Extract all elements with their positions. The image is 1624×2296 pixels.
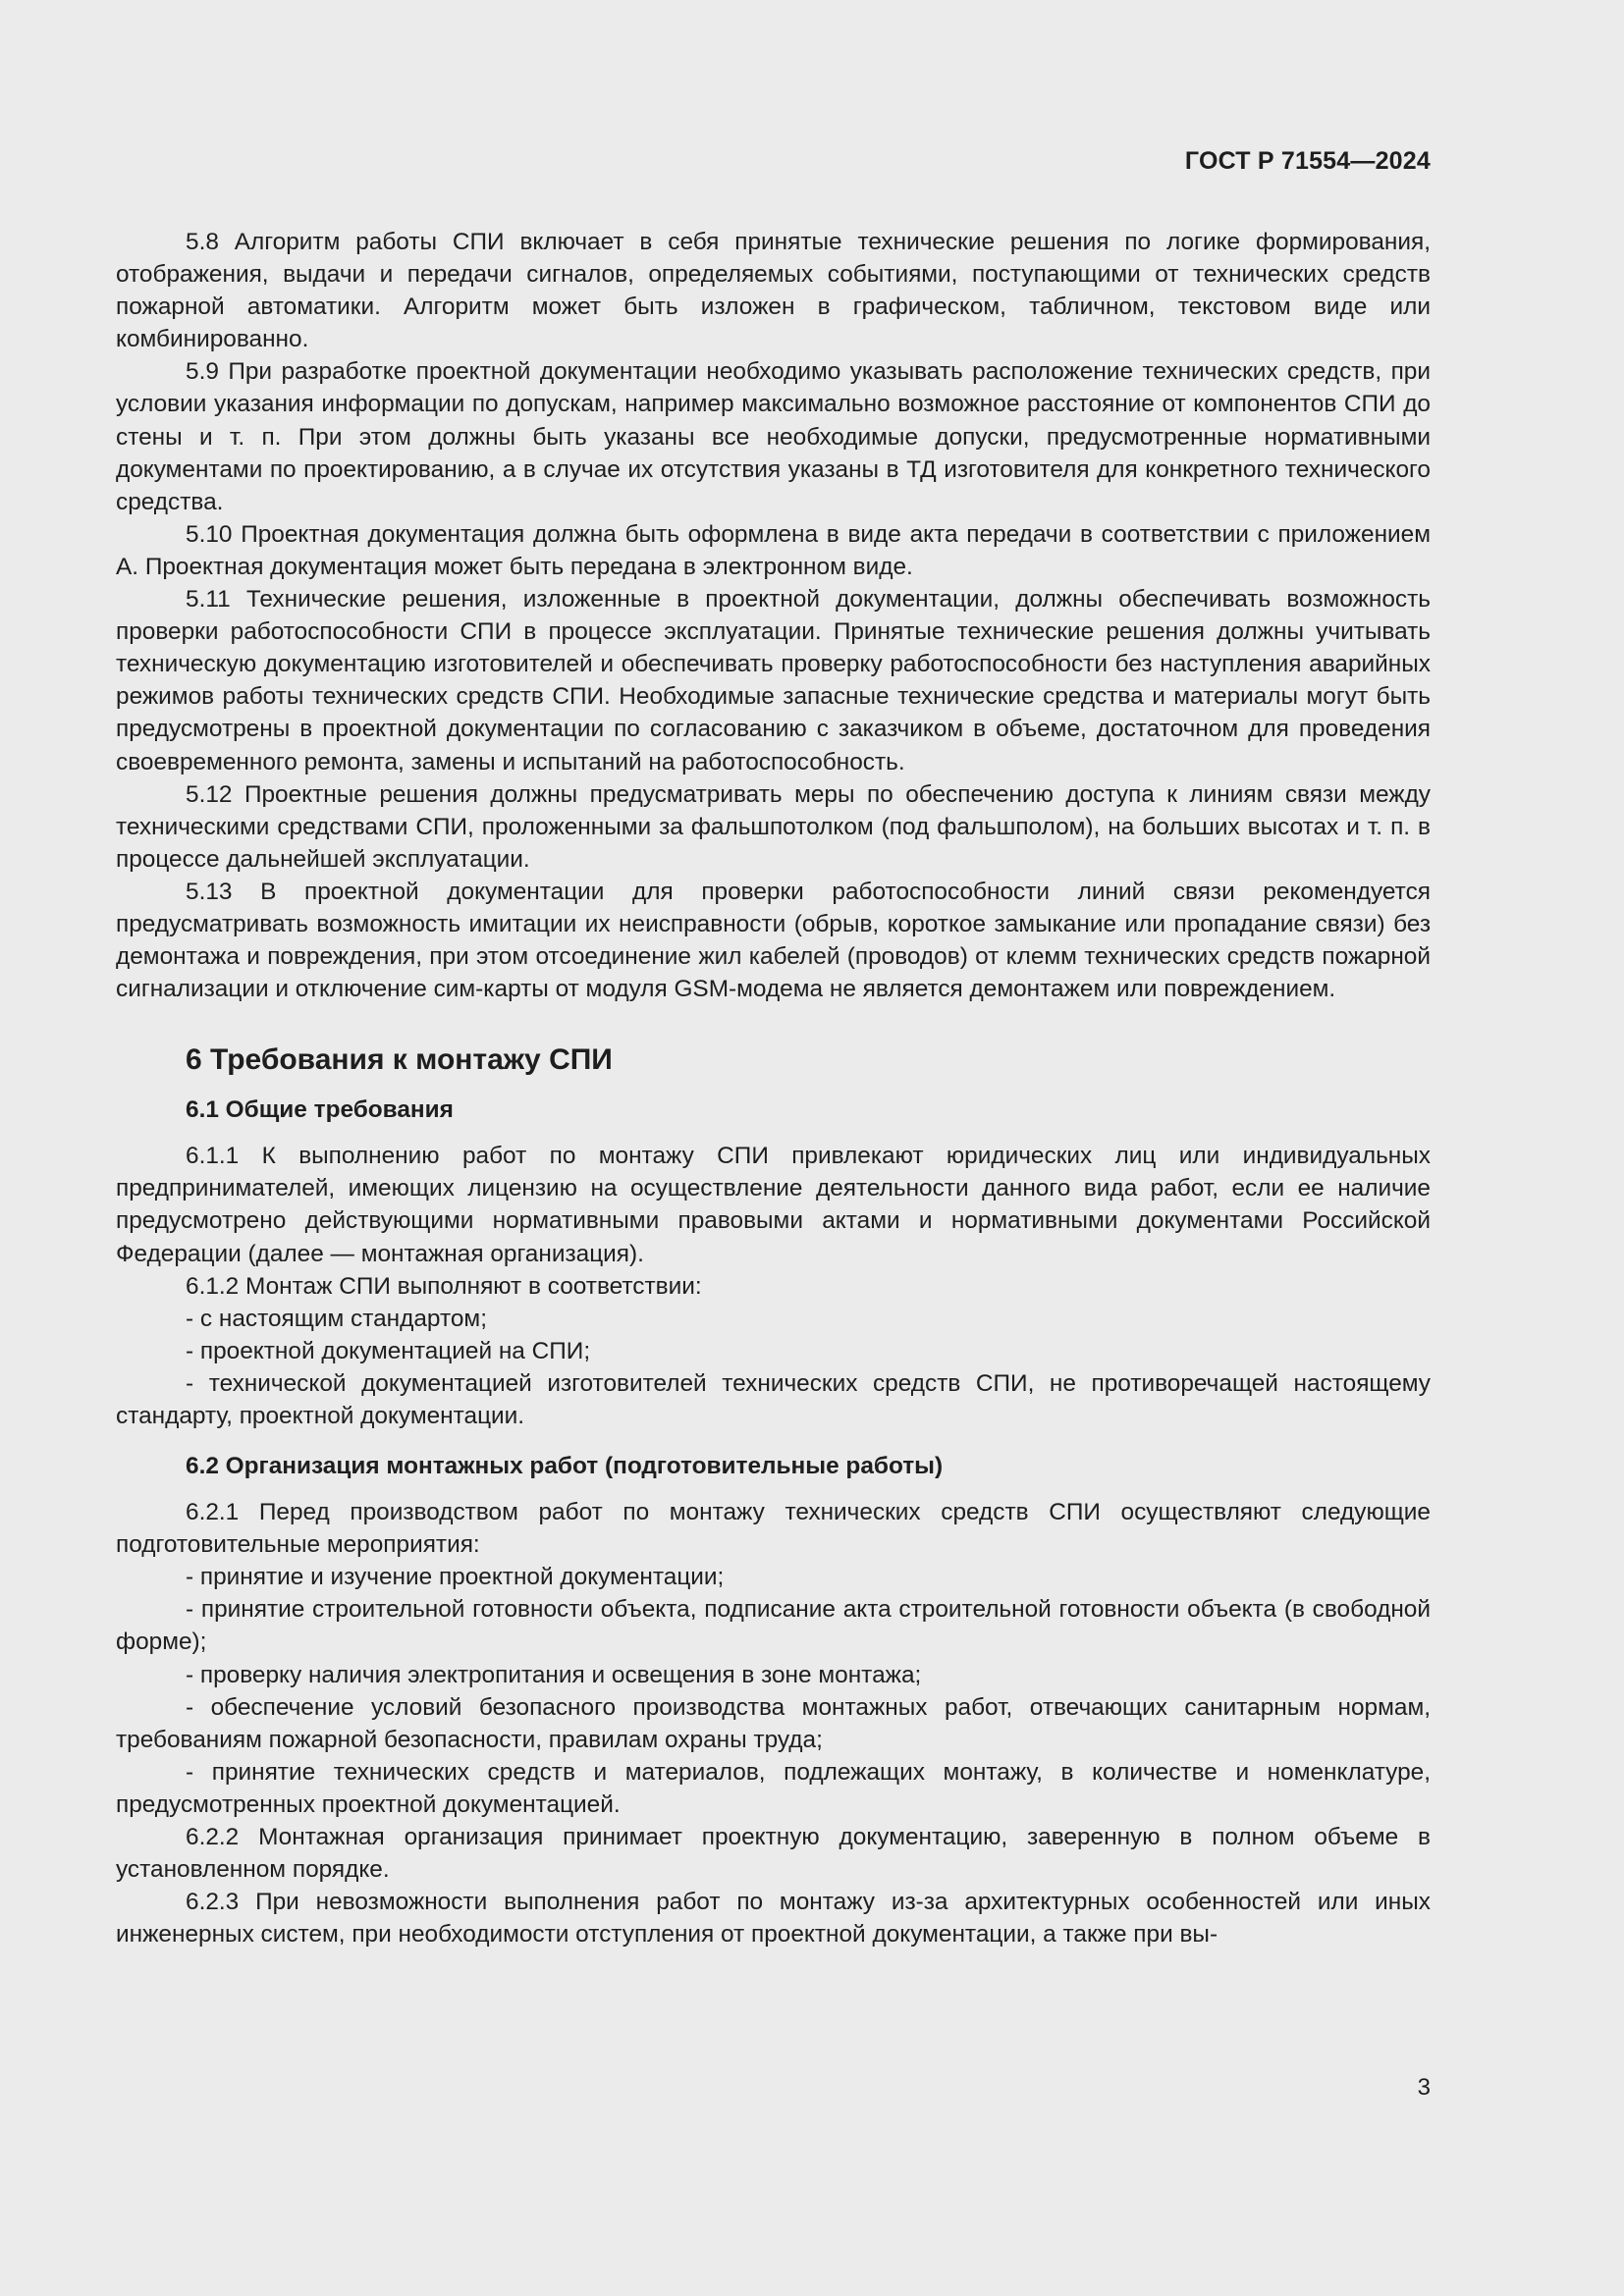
subsection-6-1-heading: 6.1 Общие требования (186, 1096, 454, 1124)
subsection-6-2-heading: 6.2 Организация монтажных работ (подготовительные работы) (186, 1453, 944, 1480)
paragraph-5-10: 5.10 Проектная документация должна быть оформлена в виде акта передачи в соответствии с приложением А. Проектная документация может быть передана в электронном виде. (116, 520, 1431, 580)
paragraph-5-13: 5.13 В проектной документации для проверки работоспособности линий связи рекомендуется предусматривать возможность имитации их неисправности (обрыв, короткое замыкание или пропадание связи) без демонтажа и повреждения, при этом отсоединение жил кабелей (проводов) от клемм технических средств пожарной сигнализации и отключение сим-карты от модуля GSM-модема не является демонтажем или повреждением. (116, 878, 1431, 1003)
list-item: - обеспечение условий безопасного производства монтажных работ, отвечающих санитарным нормам, требованиям пожарной безопасности, правилам охраны труда; (116, 1693, 1431, 1753)
paragraph-5-8: 5.8 Алгоритм работы СПИ включает в себя принятые технические решения по логике формирования, отображения, выдачи и передачи сигналов, определяемых событиями, поступающими от технических средств пожарной автоматики. Алгоритм может быть изложен в графическом, табличном, текстовом виде или комбинированно. (116, 229, 1431, 353)
page-number: 3 (1417, 2074, 1431, 2101)
list-item: - с настоящим стандартом; (186, 1305, 487, 1332)
paragraph-6-2-1: 6.2.1 Перед производством работ по монтажу технических средств СПИ осуществляют следующие подготовительные мероприятия: (116, 1499, 1431, 1559)
paragraph-5-11: 5.11 Технические решения, изложенные в проектной документации, должны обеспечивать возможность проверки работоспособности СПИ в процессе эксплуатации. Принятые технические решения должны учитывать техническую документацию изготовителей и обеспечивать проверку работоспособности без наступления аварийных режимов работы технических средств СПИ. Необходимые запасные технические средства и материалы могут быть предусмотрены в проектной документации по согласованию с заказчиком в объеме, достаточном для проведения своевременного ремонта, замены и испытаний на работоспособность. (116, 586, 1431, 775)
paragraph-5-12: 5.12 Проектные решения должны предусматривать меры по обеспечению доступа к линиям связи между техническими средствами СПИ, проложенными за фальшпотолком (под фальшполом), на больших высотах и т. п. в процессе дальнейшей эксплуатации. (116, 780, 1431, 873)
document-body (116, 226, 1431, 1950)
paragraph-6-1-1: 6.1.1 К выполнению работ по монтажу СПИ привлекают юридических лиц или индивидуальных предпринимателей, имеющих лицензию на осуществление деятельности данного вида работ, если ее наличие предусмотрено действующими нормативными правовыми актами и нормативными документами Российской Федерации (далее — монтажная организация). (116, 1143, 1431, 1267)
paragraph-5-9: 5.9 При разработке проектной документации необходимо указывать расположение технических средств, при условии указания информации по допускам, например максимально возможное расстояние от компонентов СПИ до стены и т. п. При этом должны быть указаны все необходимые допуски, предусмотренные нормативными документами по проектированию, а в случае их отсутствия указаны в ТД изготовителя для конкретного технического средства. (116, 358, 1431, 515)
list-item: - технической документацией изготовителей технических средств СПИ, не противоречащей настоящему стандарту, проектной документации. (116, 1369, 1431, 1429)
paragraph-6-2-3: 6.2.3 При невозможности выполнения работ по монтажу из-за архитектурных особенностей или иных инженерных систем, при необходимости отступления от проектной документации, а также при вы- (116, 1889, 1431, 1949)
paragraph-6-2-2: 6.2.2 Монтажная организация принимает проектную документацию, заверенную в полном объеме в установленном порядке. (116, 1824, 1431, 1884)
paragraph-6-1-2: 6.1.2 Монтаж СПИ выполняют в соответствии: (186, 1272, 702, 1300)
list-item: - проверку наличия электропитания и освещения в зоне монтажа; (186, 1661, 922, 1688)
list-item: - принятие и изучение проектной документации; (186, 1564, 725, 1591)
section-6-heading: 6 Требования к монтажу СПИ (186, 1043, 613, 1077)
list-item: - принятие технических средств и материалов, подлежащих монтажу, в количестве и номенклатуре, предусмотренных проектной документацией. (116, 1758, 1431, 1818)
list-item: - принятие строительной готовности объекта, подписание акта строительной готовности объекта (в свободной форме); (116, 1596, 1431, 1656)
document-header-id: ГОСТ Р 71554—2024 (1184, 147, 1431, 175)
list-item: - проектной документацией на СПИ; (186, 1337, 591, 1364)
